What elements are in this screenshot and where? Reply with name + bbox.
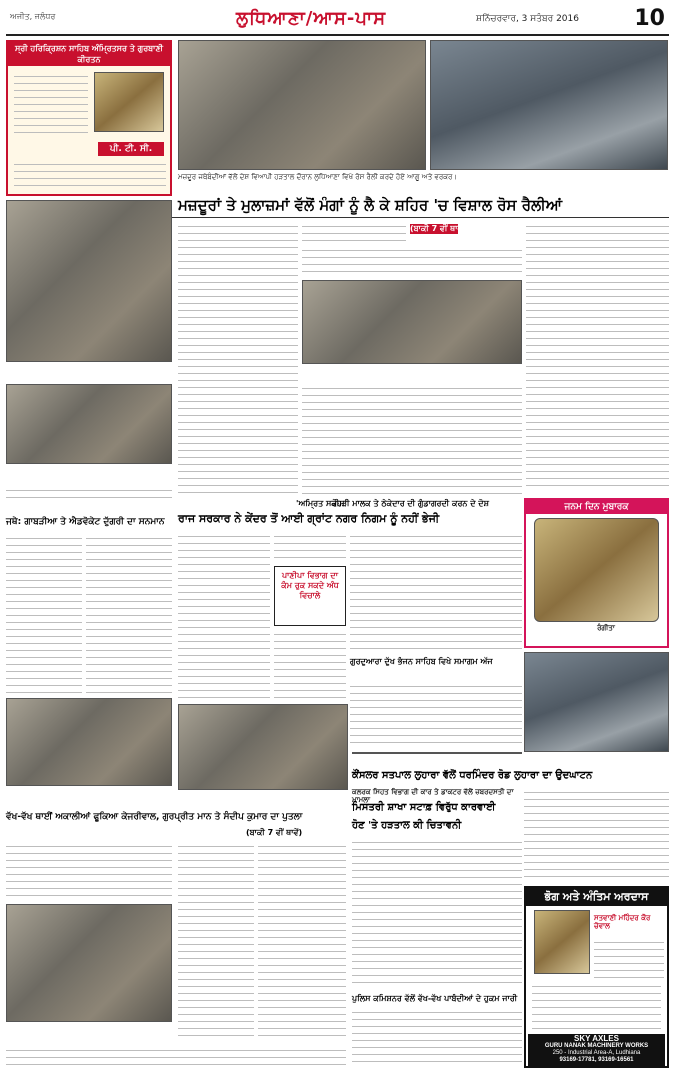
councillor-headline: ਕੌਂਸਲਰ ਸਤਪਾਲ ਲੁਹਾਰਾ ਵੱਲੋਂ ਧਰਮਿੰਦਰ ਰੋਡ ਲੁਹਾਰਾ ਦਾ ਉਦਘਾਟਨ xyxy=(352,770,593,781)
ptc-logo: ਪੀ. ਟੀ. ਸੀ. xyxy=(98,142,164,156)
amrit-column-2-top xyxy=(274,532,346,562)
police-text xyxy=(352,1008,522,1068)
amrit-column-1 xyxy=(178,532,270,702)
leaders-photo xyxy=(6,200,172,362)
golden-temple-image xyxy=(94,72,164,132)
gurdwara-text xyxy=(350,682,522,748)
jathe-headline: ਜਥੇ: ਗਾਬੜੀਆ ਤੇ ਐਡਵੋਕੇਟ ਦੁੱਗਰੀ ਦਾ ਸਨਮਾਨ xyxy=(6,517,165,527)
hartal-text xyxy=(352,838,522,988)
issue-date: ਸ਼ਨਿੱਚਰਵਾਰ, 3 ਸਤੰਬਰ 2016 xyxy=(476,14,579,24)
lead-column-2-mid xyxy=(302,246,522,276)
amrit-headline: ਰਾਜ ਸਰਕਾਰ ਨੇ ਕੇਂਦਰ ਤੋਂ ਆਈ ਗ੍ਰਾਂਟ ਨਗਰ ਨਿਗਮ ਨੂੰ ਨਹੀਂ ਭੇਜੀ xyxy=(178,512,440,525)
effigy-caption xyxy=(6,1024,172,1042)
company-address: 250 - Industrial Area-A, Ludhiana xyxy=(552,1050,641,1056)
protest-photo-center xyxy=(178,704,348,790)
jump-tag: (ਬਾਕੀ 7 ਵੀਂ ਥਾਵੇਂ) xyxy=(410,224,467,233)
ad-heading: ਸ੍ਰੀ ਹਰਿਕ੍ਰਿਸ਼ਨ ਸਾਹਿਬ ਅੰਮ੍ਰਿਤਸਰ ਤੇ ਗੁਰਬਾਣੀ ਕੀਰਤਨ xyxy=(8,42,170,66)
meeting-caption xyxy=(302,365,522,381)
amrit-tag: 'ਅਮ੍ਰਿਤ ਸਕੀਮ' xyxy=(296,499,347,508)
vakh-column-2 xyxy=(178,842,254,1042)
lead-column-2-body xyxy=(302,384,522,494)
small-story-text xyxy=(6,486,172,498)
vakh-text-left xyxy=(6,842,172,902)
guru-harkrishan-ad xyxy=(6,40,172,196)
rehri-headline: ਰੇਹੜੀ ਮਾਲਕ ਤੇ ਠੇਕੇਦਾਰ ਦੀ ਗੁੰਡਾਗਰਦੀ ਕਰਨ ਦੇ ਦੋਸ਼ xyxy=(332,499,489,508)
water-box-text: ਪਾਣੀਪਾ ਵਿਭਾਗ ਦਾ ਕੰਮ ਰੁਕ ਸਕਦੇ ਅੰਧ ਵਿਚਾਲੇ xyxy=(281,571,339,600)
lead-headline: ਮਜ਼ਦੂਰਾਂ ਤੇ ਮੁਲਾਜ਼ਮਾਂ ਵੱਲੋਂ ਮੰਗਾਂ ਨੂੰ ਲੈ ਕੇ ਸ਼ਹਿਰ 'ਚ ਵਿਸ਼ਾਲ ਰੋਸ ਰੈਲੀਆਂ xyxy=(178,196,563,214)
traffic-jam-photo xyxy=(430,40,668,170)
inauguration-photo xyxy=(524,652,669,752)
ad-body-text xyxy=(14,72,88,136)
jathe-column-1 xyxy=(6,534,82,694)
birthday-tag: ਜਨਮ ਦਿਨ ਮੁਬਾਰਕ xyxy=(526,500,667,514)
obituary-name: ਸਤਵਾਣੀ ਮਹਿੰਦਰ ਕੌਰ ਚੋਵਾਲ xyxy=(594,914,651,930)
ad-footer-text xyxy=(14,160,166,192)
water-box xyxy=(274,566,346,626)
vakh-jump: (ਬਾਕੀ 7 ਵੀਂ ਥਾਵੇਂ) xyxy=(246,828,303,837)
masthead xyxy=(6,6,669,36)
lead-column-1 xyxy=(178,222,298,494)
rehri-column xyxy=(350,532,522,652)
meeting-photo xyxy=(302,280,522,364)
vakh-column-3 xyxy=(258,842,346,1042)
lead-caption: ਮਜ਼ਦੂਰ ਜਥੇਬੰਦੀਆਂ ਵੱਲੋਂ ਦੇਸ਼ ਵਿਆਪੀ ਹੜਤਾਲ ਦੌਰਾਨ ਲੁਧਿਆਣਾ ਵਿਖੇ ਰੋਸ ਰੈਲੀ ਕਰਦੇ ਹੋਏ ਆਗੂ ਅਤੇ ਵਰਕਰ। xyxy=(178,173,458,181)
group-caption xyxy=(6,466,172,482)
vakh-headline: ਵੱਖ-ਵੱਖ ਥਾਈਂ ਅਕਾਲੀਆਂ ਫੂਕਿਆ ਕੇਜਰੀਵਾਲ, ਗੁਰਪ੍ਰੀਤ ਮਾਨ ਤੇ ਸੰਦੀਪ ਕੁਮਾਰ ਦਾ ਪੁਤਲਾ xyxy=(6,812,303,822)
deceased-photo xyxy=(534,910,590,974)
rally-photo-left xyxy=(178,40,426,170)
company-name-2: GURU NANAK MACHINERY WORKS xyxy=(544,1043,649,1049)
hartal-kicker: ਕਲਰਕ ਸਿਹਤ ਵਿਭਾਗ ਦੀ ਕਾਰ ਤੇ ਡਾਕਟਰ ਵੱਲੋਂ ਜ਼ਬਰਦਸਤੀ ਦਾ ਮਾਮਲਾ xyxy=(352,788,514,804)
jathe-column-2 xyxy=(86,534,172,694)
gurdwara-headline: ਗੁਰਦੁਆਰਾ ਦੁੱਖ ਭੰਜਨ ਸਾਹਿਬ ਵਿਖੇ ਸਮਾਗਮ ਅੱਜ xyxy=(350,657,493,666)
group-photo xyxy=(6,384,172,464)
hartal-headline-1: ਮਿਸਤਰੀ ਸ਼ਾਖਾ ਸਟਾਫ਼ ਵਿਰੁੱਧ ਕਾਰਵਾਈ xyxy=(352,802,496,813)
obituary-text-2 xyxy=(532,982,661,1030)
child-photo xyxy=(534,518,659,622)
obituary-ad xyxy=(524,886,669,1068)
effigy-photo xyxy=(6,904,172,1022)
newspaper-page xyxy=(6,6,669,1068)
lead-column-2-top xyxy=(302,222,406,244)
page-number: 10 xyxy=(634,6,665,31)
birthday-box xyxy=(524,498,669,648)
company-block xyxy=(528,1034,665,1066)
obituary-title: ਭੋਗ ਅਤੇ ਅੰਤਿਮ ਅਰਦਾਸ xyxy=(526,888,667,906)
edition-label: ਅਜੀਤ, ਜਲੰਧਰ xyxy=(10,12,56,21)
vakh-bottom-text xyxy=(6,1046,346,1068)
section-title: ਲੁਧਿਆਣਾ/ਆਸ-ਪਾਸ xyxy=(236,8,387,29)
child-name: ਰੰਗੀਤਾ xyxy=(597,624,615,632)
amrit-column-2-bottom xyxy=(274,630,346,702)
inauguration-caption xyxy=(352,754,669,766)
hartal-headline-2: ਹੋਣ 'ਤੇ ਹੜਤਾਲ ਕੀ ਚਿਤਾਵਨੀ xyxy=(352,820,462,831)
police-headline: ਪੁਲਿਸ ਕਮਿਸ਼ਨਰ ਵੱਲੋਂ ਵੱਖ-ਵੱਖ ਪਾਬੰਦੀਆਂ ਦੇ ਹੁਕਮ ਜਾਰੀ xyxy=(352,994,518,1003)
company-name-1: SKY AXLES xyxy=(574,1034,619,1043)
honour-photo xyxy=(6,698,172,786)
leaders-caption xyxy=(6,364,172,380)
company-phone: 93169-17781, 93169-16561 xyxy=(559,1057,634,1063)
councillor-text xyxy=(524,788,669,882)
obituary-text-1 xyxy=(594,938,664,978)
birthday-caption xyxy=(530,634,667,644)
lead-column-3 xyxy=(526,222,669,492)
